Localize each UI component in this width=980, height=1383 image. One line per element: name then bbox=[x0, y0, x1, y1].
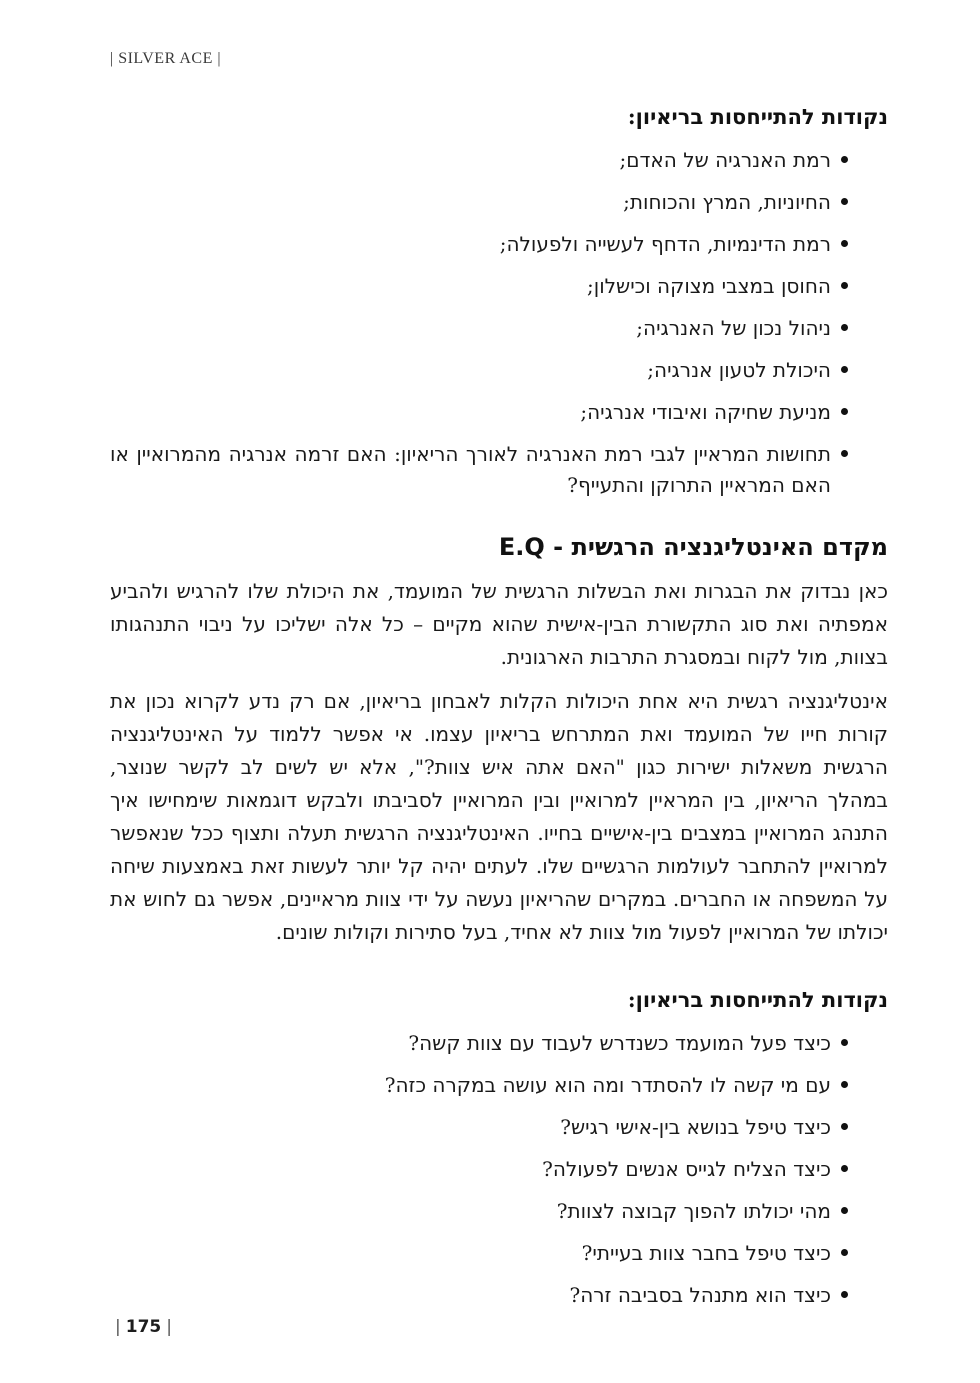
footer-bar-left: | bbox=[115, 1317, 121, 1337]
page-content bbox=[110, 104, 888, 1322]
section-energy-points bbox=[110, 104, 888, 501]
bullet-item: היכולת לטעון אנרגיה; bbox=[110, 355, 848, 386]
section-eq-points bbox=[110, 987, 888, 1311]
bullet-item: תחושות המראיין לגבי רמת האנרגיה לאורך הריאיון: האם זרמה אנרגיה מהמרואיין או האם המראיין התרוקן והתעייף? bbox=[110, 439, 848, 501]
eq-points-list bbox=[110, 1028, 888, 1311]
paragraph: אינטליגנציה רגשית היא אחת היכולות הקלות לאבחון בריאיון, אם רק נדע לקרוא נכון את קורות חייו של המועמד ואת המתרחש בריאיון עצמו. אי אפשר ללמוד על האינטליגנציה הרגשית משאלות ישירות כגון "האם אתה איש צוות?", אלא יש לשים לב לקשר שנוצר, במהלך הריאיון, בין המראיין למרואיין ובין המרואיין לסביבתו ולבקש דוגמאות שימחישו איך התנהג המרואיין במצבים בין-אישיים בחייו. האינטליגנציה הרגשית תעלה ותצוף ככל שנאפשר למרואיין להתחבר לעולמות הרגשיים שלו. לעתים יהיה קל יותר לעשות זאת באמצעות שיחה על המשפחה או החברים. במקרים שהריאיון נעשה על ידי צוות מראיינים, אפשר גם לחוש את יכולתו של המרואיין לפעול מול צוות לא אחיד, בעל סתירות וקולות שונים. bbox=[110, 689, 888, 944]
bullet-item: כיצד טיפל בחבר צוות בעייתי? bbox=[110, 1238, 848, 1269]
bullet-item: כיצד הצליח לגייס אנשים לפעולה? bbox=[110, 1154, 848, 1185]
paragraph: כאן נבדוק את הבגרות ואת הבשלות הרגשית של המועמד, את היכולת שלו להרגיש ולהביע אמפתיה ואת סוג התקשורת הבין-אישית שהוא מקיים – כל אלה ישליכו על ניבוי התנהגותו בצוות, מול לקוח ובמסגרת התרבות הארגונית. bbox=[110, 579, 888, 669]
bullet-item: מניעת שחיקה ואיבודי אנרגיה; bbox=[110, 397, 848, 428]
section-heading-eq: מקדם האינטליגנציה הרגשית - E.Q bbox=[498, 533, 888, 561]
bullet-item: כיצד פעל המועמד כשנדרש לעבוד עם צוות קשה? bbox=[110, 1028, 848, 1059]
page-number: 175 bbox=[125, 1317, 162, 1337]
section-heading-eq-points: נקודות להתייחסות בריאיון: bbox=[627, 987, 888, 1012]
page-footer bbox=[110, 1317, 177, 1337]
bullet-item: ניהול נכון של האנרגיה; bbox=[110, 313, 848, 344]
bullet-item: רמת האנרגיה של האדם; bbox=[110, 145, 848, 176]
running-header: | SILVER ACE | bbox=[110, 50, 222, 67]
section-heading-energy-points: נקודות להתייחסות בריאיון: bbox=[627, 104, 888, 129]
bullet-item: מהי יכולתו להפוך קבוצה לצוות? bbox=[110, 1196, 848, 1227]
section-eq bbox=[110, 533, 888, 949]
bullet-item: החיוניות, המרץ והכוחות; bbox=[110, 187, 848, 218]
bullet-item: כיצד טיפל בנושא בין-אישי רגיש? bbox=[110, 1112, 848, 1143]
bullet-item: עם מי קשה לו להסתדר ומה הוא עושה במקרה כזה? bbox=[110, 1070, 848, 1101]
bullet-item: החוסן במצבי מצוקה וכישלון; bbox=[110, 271, 848, 302]
energy-points-list bbox=[110, 145, 888, 501]
footer-bar-right: | bbox=[166, 1317, 172, 1337]
bullet-item: רמת הדינמיות, הדחף לעשייה ולפעולה; bbox=[110, 229, 848, 260]
bullet-item: כיצד הוא מתנהל בסביבה זרה? bbox=[110, 1280, 848, 1311]
